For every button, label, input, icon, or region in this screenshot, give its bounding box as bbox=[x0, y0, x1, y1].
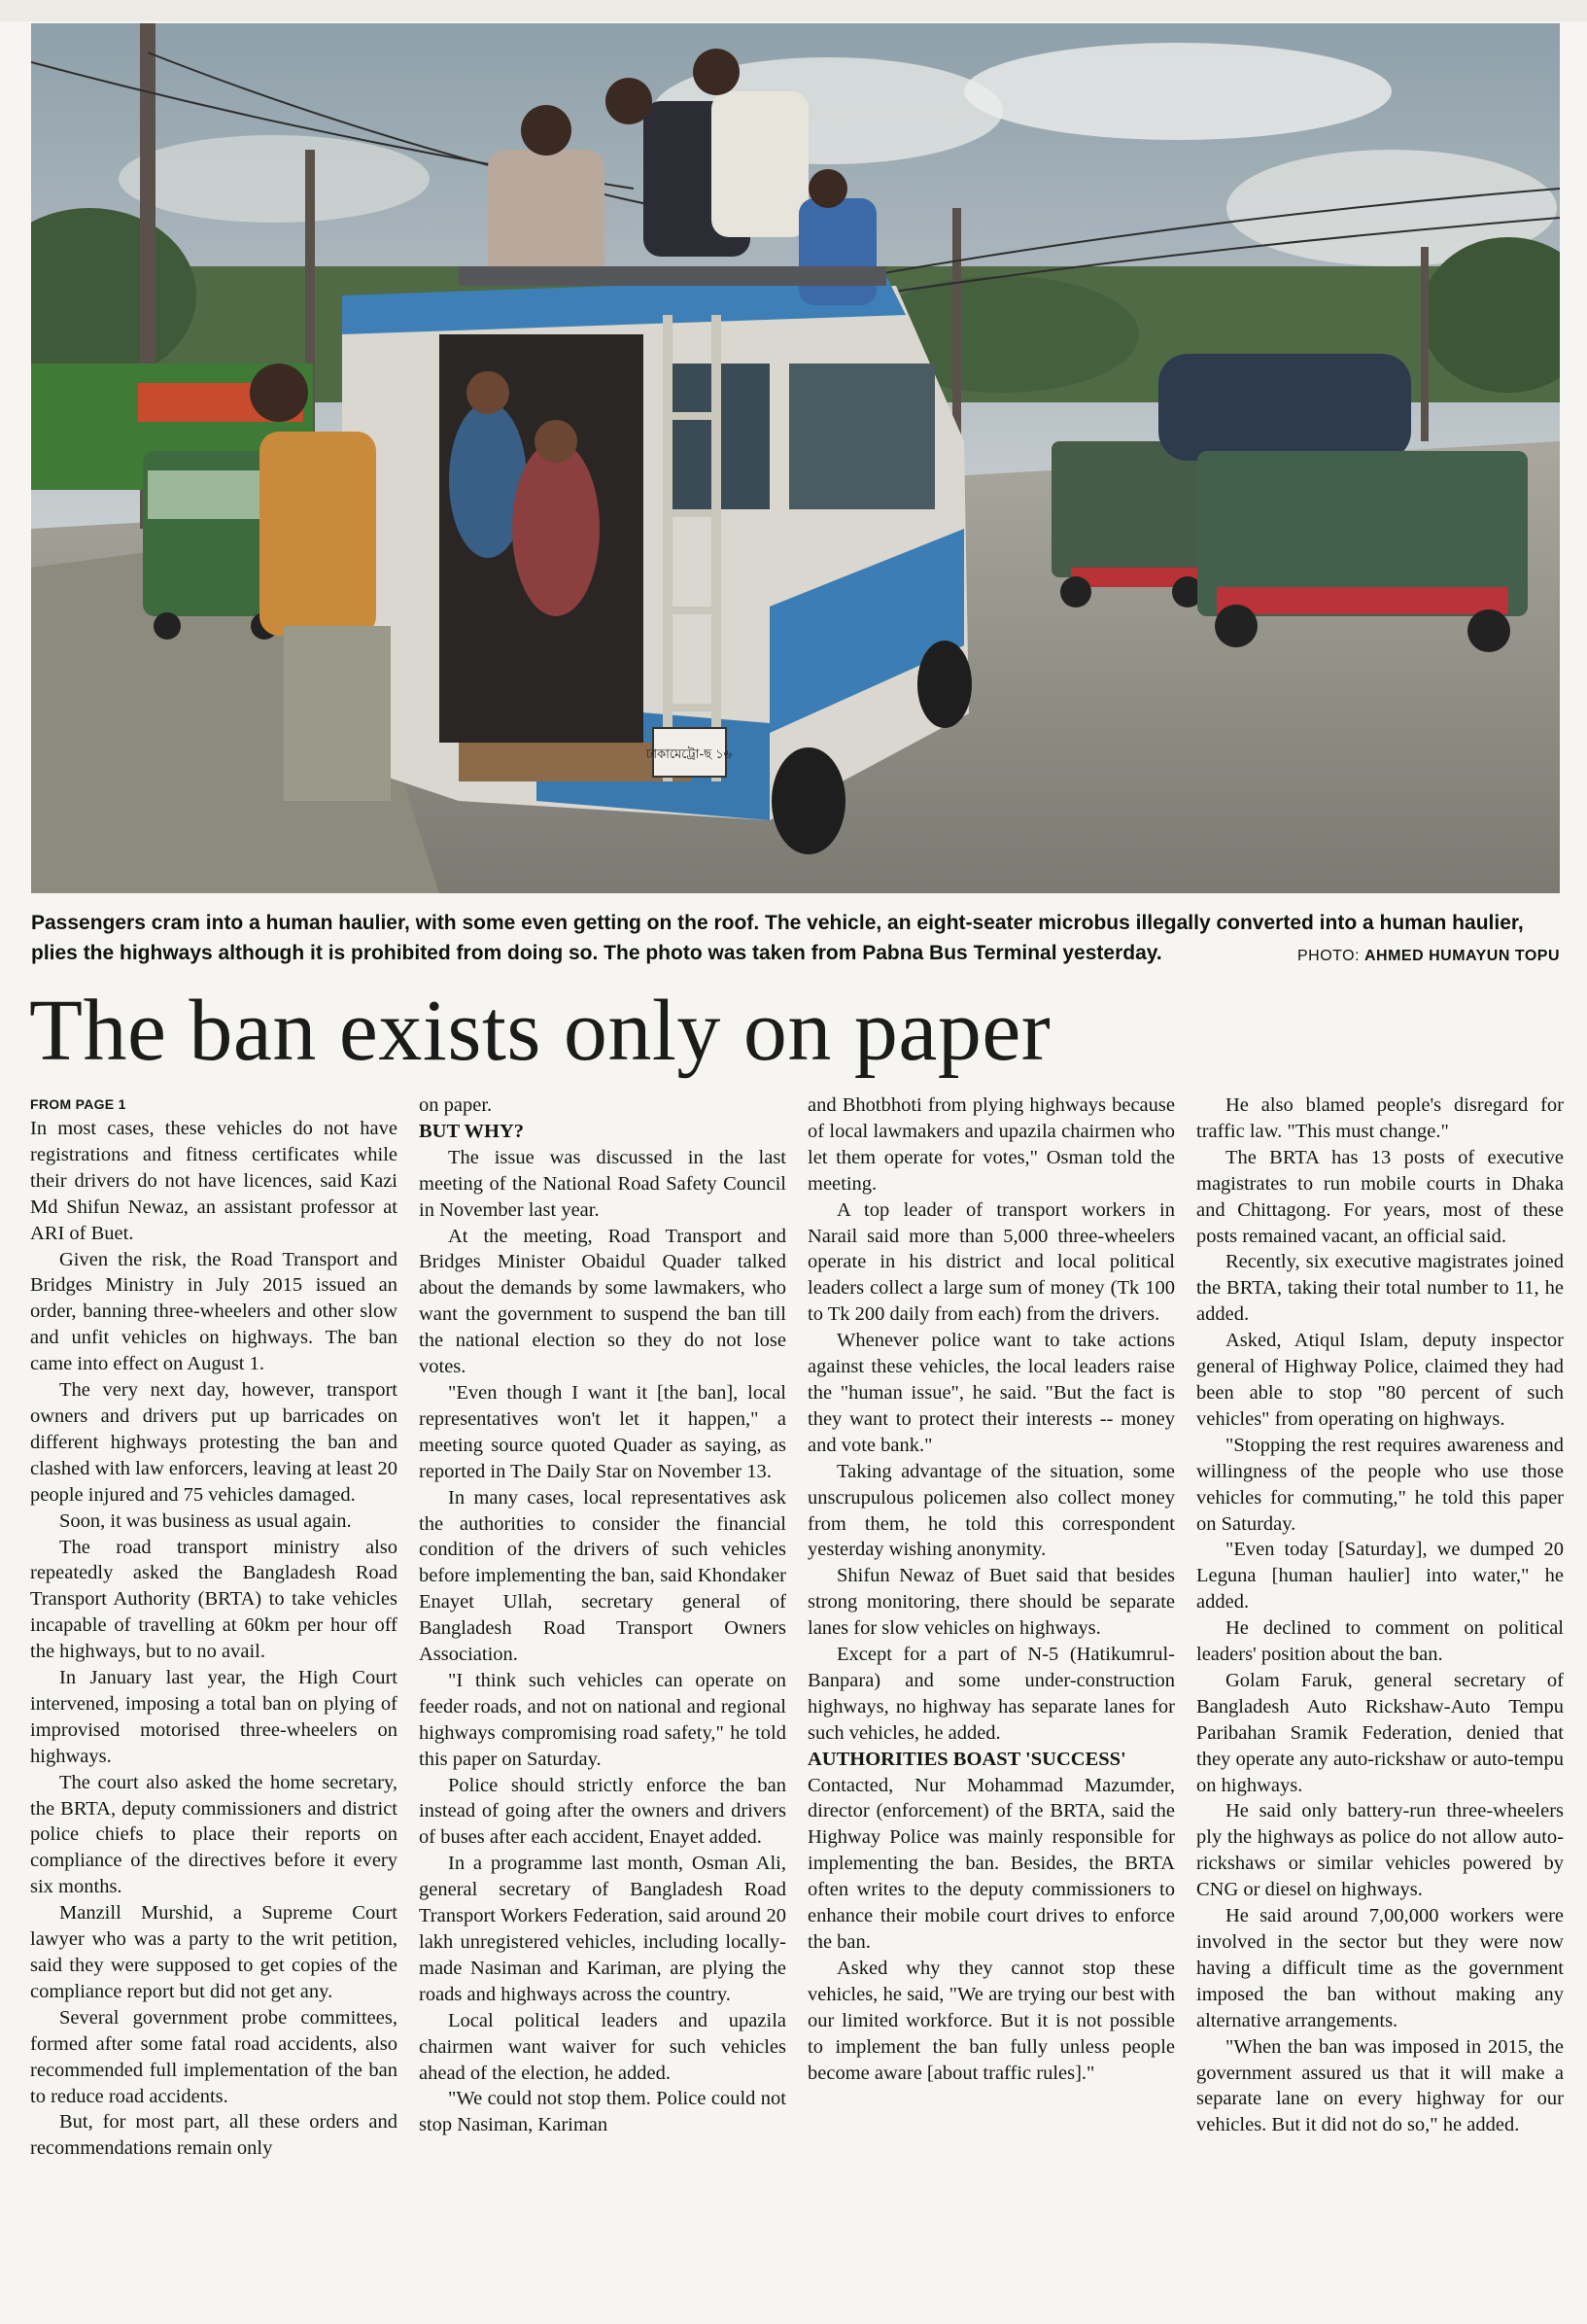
article-paragraph: Contacted, Nur Mohammad Mazumder, director (enforcement) of the BRTA, said the Highway Police was mainly responsible for implementing the ban. Besides, the BRTA often writes to the deputy commissioners to enhance their mobile court drives to enforce the ban. bbox=[808, 1774, 1175, 1953]
article-paragraph: "Stopping the rest requires awareness and willingness of the people who use those vehicles for commuting," he told this paper on Saturday. bbox=[1196, 1434, 1564, 1535]
article-paragraph: The very next day, however, transport owners and drivers put up barricades on different highways protesting the ban and clashed with law enforcers, leaving at least 20 people injured and 75 vehicles damaged. bbox=[30, 1379, 397, 1506]
article-paragraph: Taking advantage of the situation, some unscrupulous policemen also collect money from them, he told this correspondent yesterday wishing anonymity. bbox=[808, 1460, 1175, 1561]
article-paragraph: on paper. bbox=[419, 1094, 493, 1116]
article-paragraph: In a programme last month, Osman Ali, general secretary of Bangladesh Road Transport Workers Federation, said around 20 lakh unregistered vehicles, including locally-made Nasiman and Kariman, are plying the roads and highways across the country. bbox=[419, 1853, 786, 2005]
article-paragraph: Manzill Murshid, a Supreme Court lawyer who was a party to the writ petition, said they were supposed to get copies of the compliance report but did not get any. bbox=[30, 1902, 397, 2002]
article-paragraph: "Even though I want it [the ban], local representatives won't let it happen," a meeting source quoted Quader as saying, as reported in The Daily Star on November 13. bbox=[419, 1381, 786, 1482]
article-paragraph: He said only battery-run three-wheelers ply the highways as police do not allow auto-rickshaws or similar vehicles powered by CNG or diesel on highways. bbox=[1196, 1800, 1564, 1901]
license-plate-text: ঢাকামেট্রো-ছ ১৬ bbox=[645, 747, 733, 762]
article-paragraph: Given the risk, the Road Transport and Bridges Ministry in July 2015 issued an order, banning three-wheelers and other slow and unfit vehicles on highways. The ban came into effect on August 1. bbox=[30, 1248, 397, 1375]
article-paragraph: "We could not stop them. Police could not stop Nasiman, Kariman bbox=[419, 2088, 786, 2136]
article-paragraph: He declined to comment on political leaders' position about the ban. bbox=[1196, 1617, 1564, 1666]
subheading: BUT WHY? bbox=[419, 1120, 525, 1142]
article-paragraph: "Even today [Saturday], we dumped 20 Leguna [human haulier] into water," he added. bbox=[1196, 1539, 1564, 1613]
article-paragraph: Asked, Atiqul Islam, deputy inspector general of Highway Police, claimed they had been able to stop "80 percent of such vehicles" from operating on highways. bbox=[1196, 1330, 1564, 1430]
article-paragraph: "I think such vehicles can operate on feeder roads, and not on national and regional highways compromising road safety," he told this paper on Saturday. bbox=[419, 1669, 786, 1770]
article-column-3 bbox=[808, 1093, 1175, 2086]
article-paragraph: Whenever police want to take actions against these vehicles, the local leaders raise the "human issue", he said. "But the fact is they want to protect their interests -- money and vote bank." bbox=[808, 1330, 1175, 1456]
article-paragraph: But, for most part, all these orders and recommendations remain only bbox=[30, 2111, 397, 2160]
article-paragraph: At the meeting, Road Transport and Bridges Minister Obaidul Quader talked about the demands by some lawmakers, who want the government to suspend the ban till the national election so they do not lose votes. bbox=[419, 1225, 786, 1378]
photo-credit-label: PHOTO: bbox=[1296, 948, 1361, 964]
headline: The ban exists only on paper bbox=[29, 983, 1052, 1079]
article-paragraph: He also blamed people's disregard for traffic law. "This must change." bbox=[1196, 1094, 1564, 1142]
article-paragraph: The road transport ministry also repeatedly asked the Bangladesh Road Transport Authority (BRTA) to take vehicles incapable of travelling at 60km per hour off the highways, but to no avail. bbox=[30, 1536, 397, 1663]
article-paragraph: Recently, six executive magistrates joined the BRTA, taking their total number to 11, he added. bbox=[1196, 1251, 1564, 1326]
article-paragraph: Golam Faruk, general secretary of Bangladesh Auto Rickshaw-Auto Tempu Paribahan Sramik Federation, denied that they operate any auto-rickshaw or auto-tempu on highways. bbox=[1196, 1669, 1564, 1796]
article-paragraph: He said around 7,00,000 workers were involved in the sector but they were now having a difficult time as the government imposed the ban without making any alternative arrangements. bbox=[1196, 1905, 1564, 2031]
article-paragraph: Except for a part of N-5 (Hatikumrul-Banpara) and some under-construction highways, no highway has separate lanes for such vehicles, he added. bbox=[808, 1644, 1175, 1744]
photo-caption: Passengers cram into a human haulier, with some even getting on the roof. The vehicle, an eight-seater microbus illegally converted into a human haulier, plies the highways although it is prohibited from doing so. The photo was taken from Pabna Bus Terminal yesterday. bbox=[31, 912, 1524, 964]
article-paragraph: The BRTA has 13 posts of executive magistrates to run mobile courts in Dhaka and Chittagong. For years, most of these posts remained vacant, an official said. bbox=[1196, 1146, 1564, 1247]
photo-credit bbox=[1297, 948, 1560, 965]
article-paragraph: Several government probe committees, formed after some fatal road accidents, also recommended full implementation of the ban to reduce road accidents. bbox=[30, 2006, 397, 2107]
news-photo bbox=[31, 23, 1560, 893]
article-paragraph: In January last year, the High Court intervened, imposing a total ban on plying of improvised motorised three-wheelers on highways. bbox=[30, 1667, 397, 1767]
article-paragraph: The court also asked the home secretary, the BRTA, deputy commissioners and district police chiefs to place their reports on compliance of the directives before it every six months. bbox=[30, 1771, 397, 1898]
photo-credit-name: AHMED HUMAYUN TOPU bbox=[1363, 948, 1560, 964]
article-paragraph: Soon, it was business as usual again. bbox=[59, 1509, 352, 1532]
article-column-1 bbox=[30, 1093, 397, 2162]
article-paragraph: Police should strictly enforce the ban instead of going after the owners and drivers of buses after each accident, Enayet added. bbox=[419, 1774, 786, 1849]
article-paragraph: In most cases, these vehicles do not have registrations and fitness certificates while their drivers do not have licences, said Kazi Md Shifun Newaz, an assistant professor at ARI of Buet. bbox=[30, 1118, 397, 1244]
article-paragraph: "When the ban was imposed in 2015, the government assured us that it will make a separate lane on every highway for our vehicles. But it did not do so," he added. bbox=[1196, 2035, 1564, 2136]
article-paragraph: Asked why they cannot stop these vehicles, he said, "We are trying our best with our limited workforce. But it is not possible to implement the ban fully unless people become aware [about traffic rules]." bbox=[808, 1957, 1175, 2084]
article-paragraph: The issue was discussed in the last meeting of the National Road Safety Council in November last year. bbox=[419, 1146, 786, 1221]
page-top-strip bbox=[0, 0, 1587, 21]
subheading: AUTHORITIES BOAST 'SUCCESS' bbox=[808, 1748, 1126, 1770]
article-paragraph: and Bhotbhoti from plying highways because of local lawmakers and upazila chairmen who let them operate for votes," Osman told the meeting. bbox=[808, 1094, 1175, 1195]
article-paragraph: In many cases, local representatives ask the authorities to consider the financial condition of the drivers of such vehicles before implementing the ban, said Khondaker Enayet Ullah, secretary general of Bangladesh Road Transport Owners Association. bbox=[419, 1486, 786, 1666]
article-paragraph: Shifun Newaz of Buet said that besides strong monitoring, there should be separate lanes for slow vehicles on highways. bbox=[808, 1565, 1175, 1640]
article-paragraph: A top leader of transport workers in Narail said more than 5,000 three-wheelers operate in his district and local political leaders collect a large sum of money (Tk 100 to Tk 200 daily from each) from the drivers. bbox=[808, 1198, 1175, 1326]
from-page-kicker: FROM PAGE 1 bbox=[30, 1096, 126, 1112]
article-column-4 bbox=[1196, 1093, 1564, 2138]
article-paragraph: Local political leaders and upazila chairmen want waiver for such vehicles ahead of the election, he added. bbox=[419, 2009, 786, 2084]
article-column-2 bbox=[419, 1093, 786, 2138]
